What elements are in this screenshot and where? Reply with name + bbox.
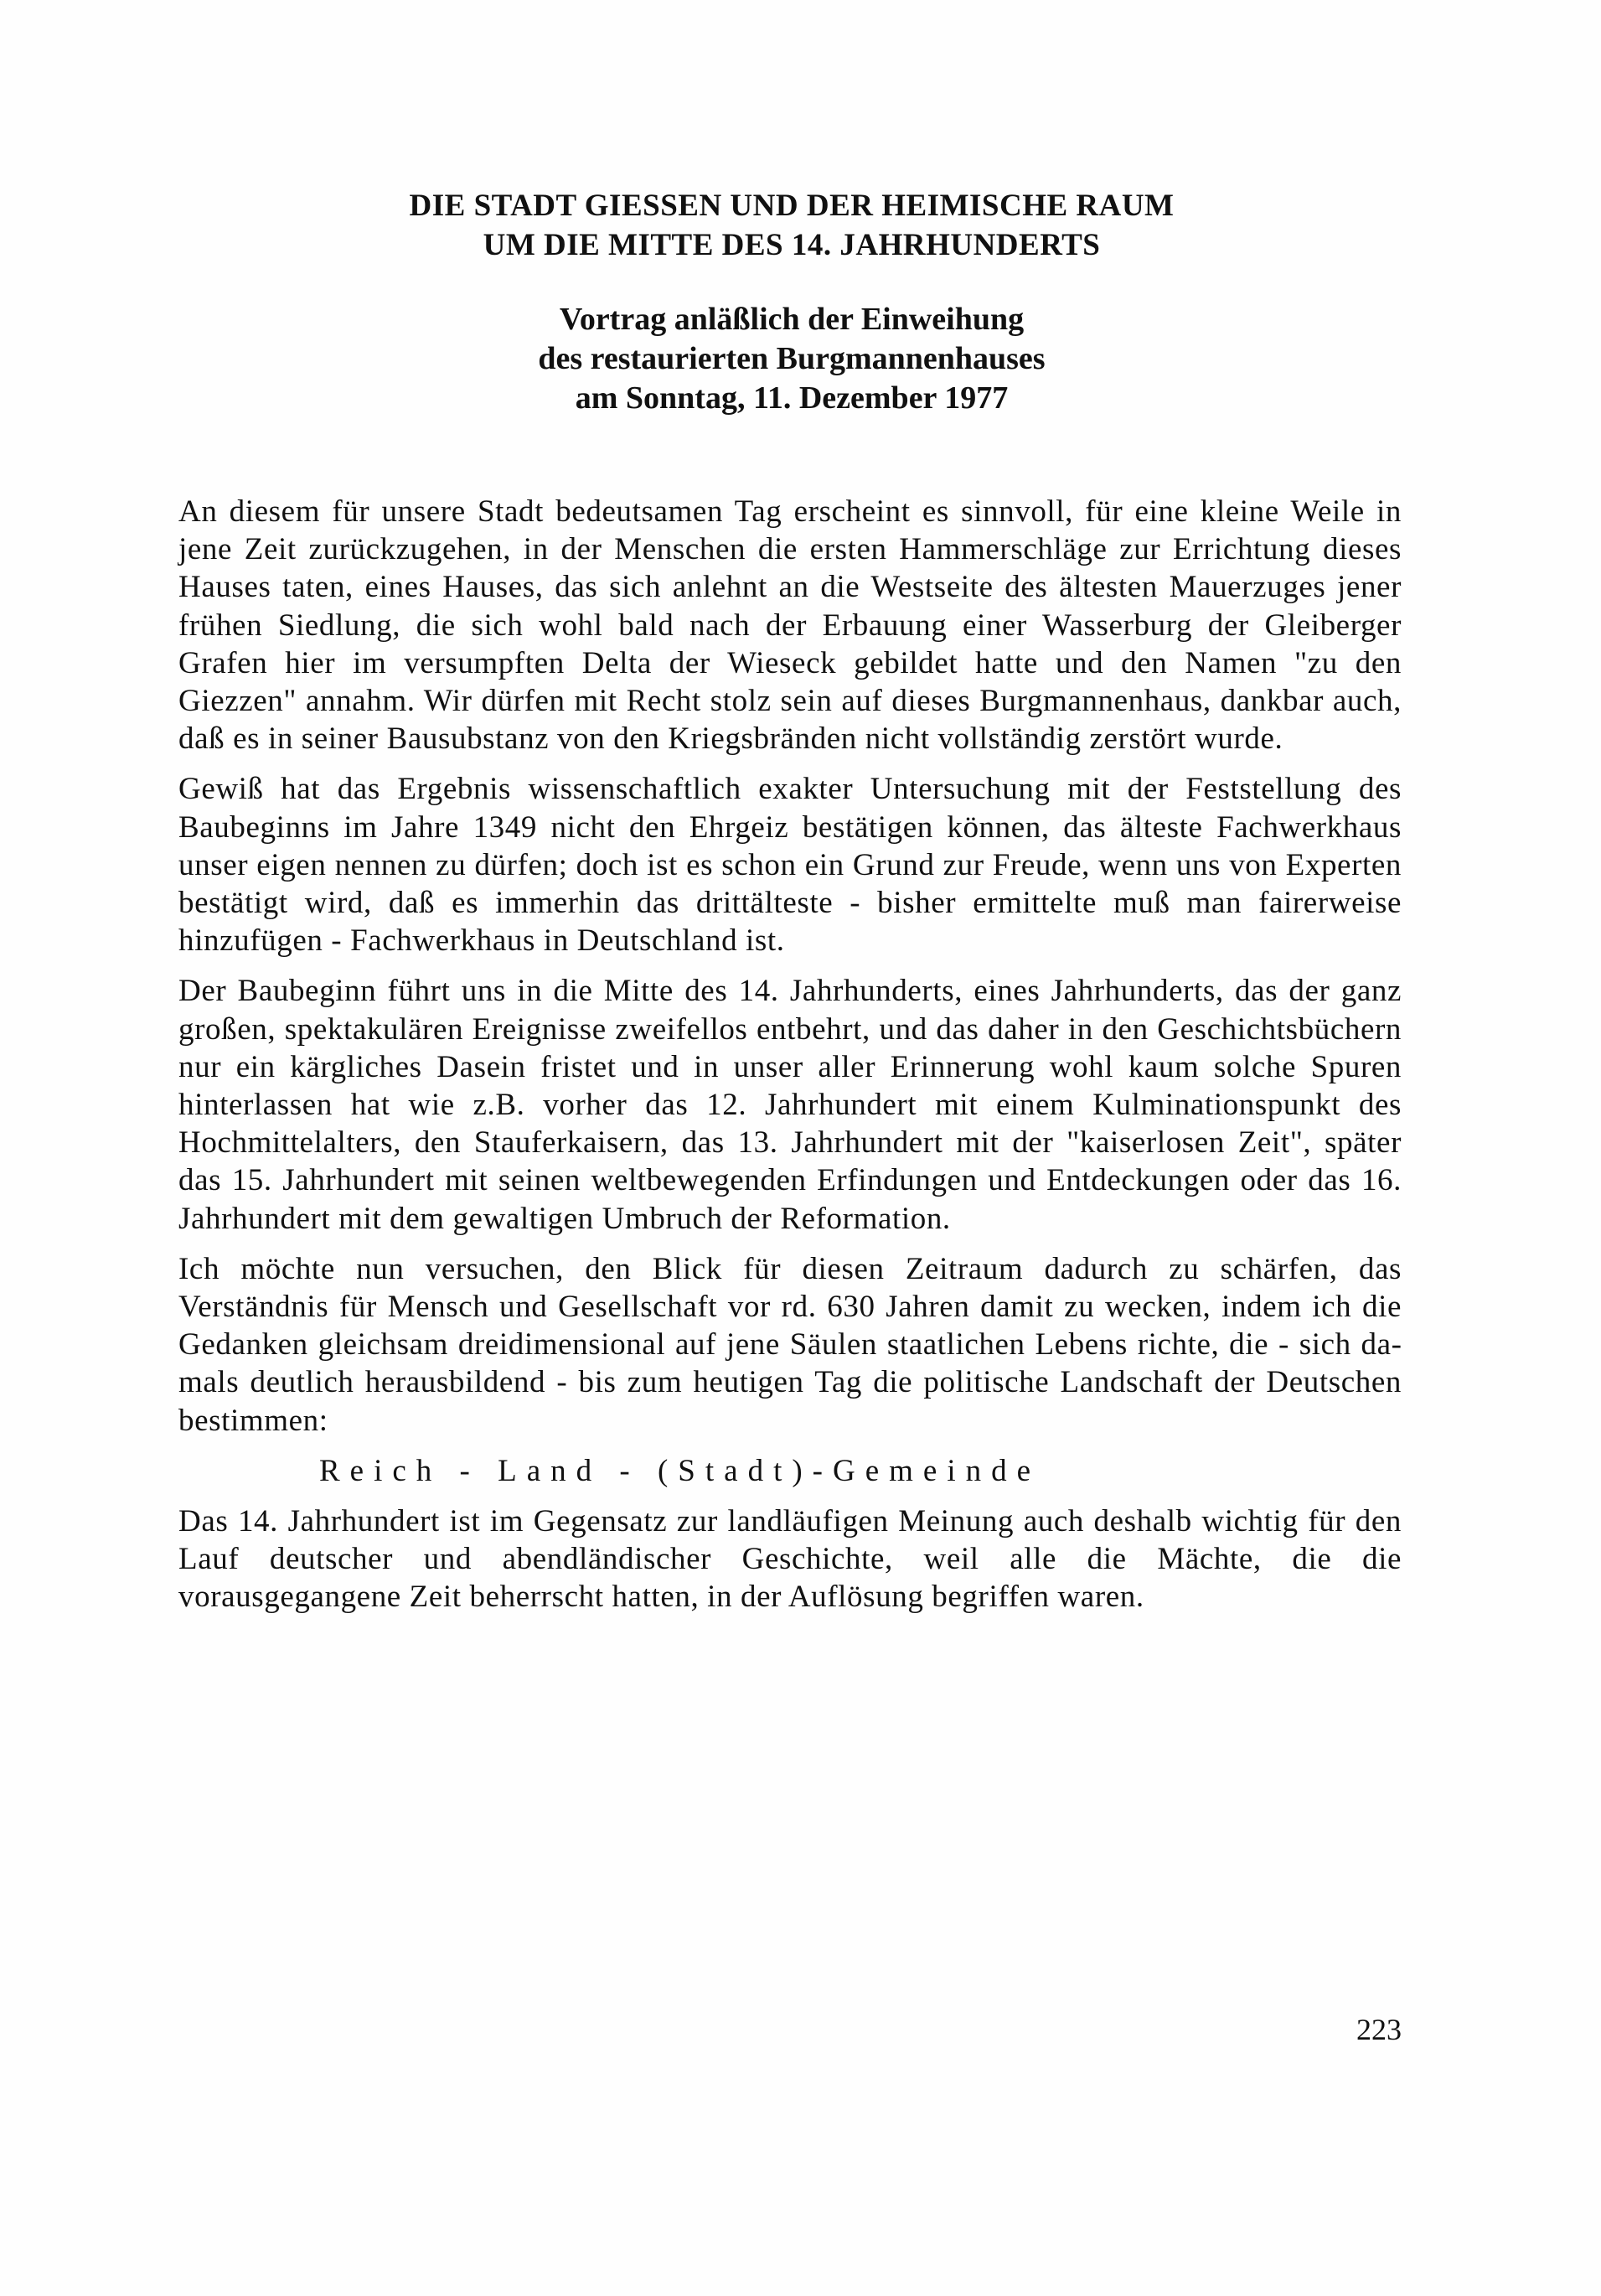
paragraph-1: An diesem für unsere Stadt bedeutsamen Tag erscheint es sinnvoll, für eine kleine Weile in jene Zeit zurückzugehen, in der Menschen die ersten Hammerschläge zur Errichtung dieses Hauses taten, eines Hauses, das sich anlehnt an die Westseite des ältesten Mauerzuges jener frühen Siedlung, die sich wohl bald nach der Erbauung einer Wasserburg der Gleiberger Grafen hier im versumpften Delta der Wieseck gebildet hatte und den Namen "zu den Giezzen" annahm. Wir dürfen mit Recht stolz sein auf dieses Burgmannenhaus, dankbar auch, daß es in seiner Bausubstanz von den Kriegsbränden nicht vollständig zerstört wurde. [178, 494, 1402, 757]
page-title [180, 186, 1403, 265]
title-line-2: UM DIE MITTE DES 14. JAHRHUNDERTS [483, 228, 1101, 262]
paragraph-3: Der Baubeginn führt uns in die Mitte des 14. Jahrhunderts, eines Jahrhunderts, das der ganz großen, spektakulären Ereignisse zweifellos entbehrt, und das daher in den Geschichtsbüchern nur ein kärgliches Dasein fristet und in unser aller Erinnerung wohl kaum solche Spuren hinterlassen hat wie z.B. vorher das 12. Jahrhundert mit einem Kulminationspunkt des Hochmittelalters, den Stauferkaisern, das 13. Jahrhundert mit der "kaiserlosen Zeit", später das 15. Jahrhundert mit seinen weltbewegenden Erfindungen und Entdeckungen oder das 16. Jahrhundert mit dem gewaltigen Umbruch der Reformation. [178, 974, 1402, 1236]
body-text [178, 493, 1402, 1628]
title-line-1: DIE STADT GIESSEN UND DER HEIMISCHE RAUM [409, 189, 1175, 223]
subtitle-line-1: Vortrag anläßlich der Einweihung [559, 302, 1025, 337]
paragraph-2: Gewiß hat das Ergebnis wissenschaftlich exakter Untersuchung mit der Feststellung des Baubeginns im Jahre 1349 nicht den Ehrgeiz bestätigen können, das älteste Fachwerkhaus unser eigen nennen zu dürfen; doch ist es schon ein Grund zur Freude, wenn uns von Experten bestätigt wird, daß es immerhin das drittälteste - bisher ermittelte muß man fairerweise hinzufügen - Fachwerkhaus in Deutschland ist. [178, 772, 1402, 959]
page-number: 223 [1356, 2013, 1402, 2046]
subtitle-line-3: am Sonntag, 11. Dezember 1977 [575, 380, 1009, 416]
page-subtitle [180, 300, 1403, 418]
subtitle-line-2: des restaurierten Burgmannenhauses [538, 341, 1046, 376]
emphasis-line: Reich - Land - (Stadt)-Gemeinde [319, 1453, 1041, 1488]
paragraph-5: Das 14. Jahrhundert ist im Gegensatz zur landläufigen Meinung auch deshalb wichtig für den Lauf deutscher und abendländischer Geschichte, weil alle die Mächte, die die vorausgegangene Zeit beherrscht hatten, in der Auflösung begriffen waren. [178, 1503, 1402, 1615]
paragraph-4: Ich möchte nun versuchen, den Blick für diesen Zeitraum dadurch zu schärfen, das Verständnis für Mensch und Gesellschaft vor rd. 630 Jahren damit zu wecken, indem ich die Gedanken gleichsam dreidimensional auf jene Säulen staatlichen Lebens richte, die - sich damals deutlich herausbildend - bis zum heutigen Tag die politische Landschaft der Deutschen bestimmen: [178, 1251, 1402, 1438]
